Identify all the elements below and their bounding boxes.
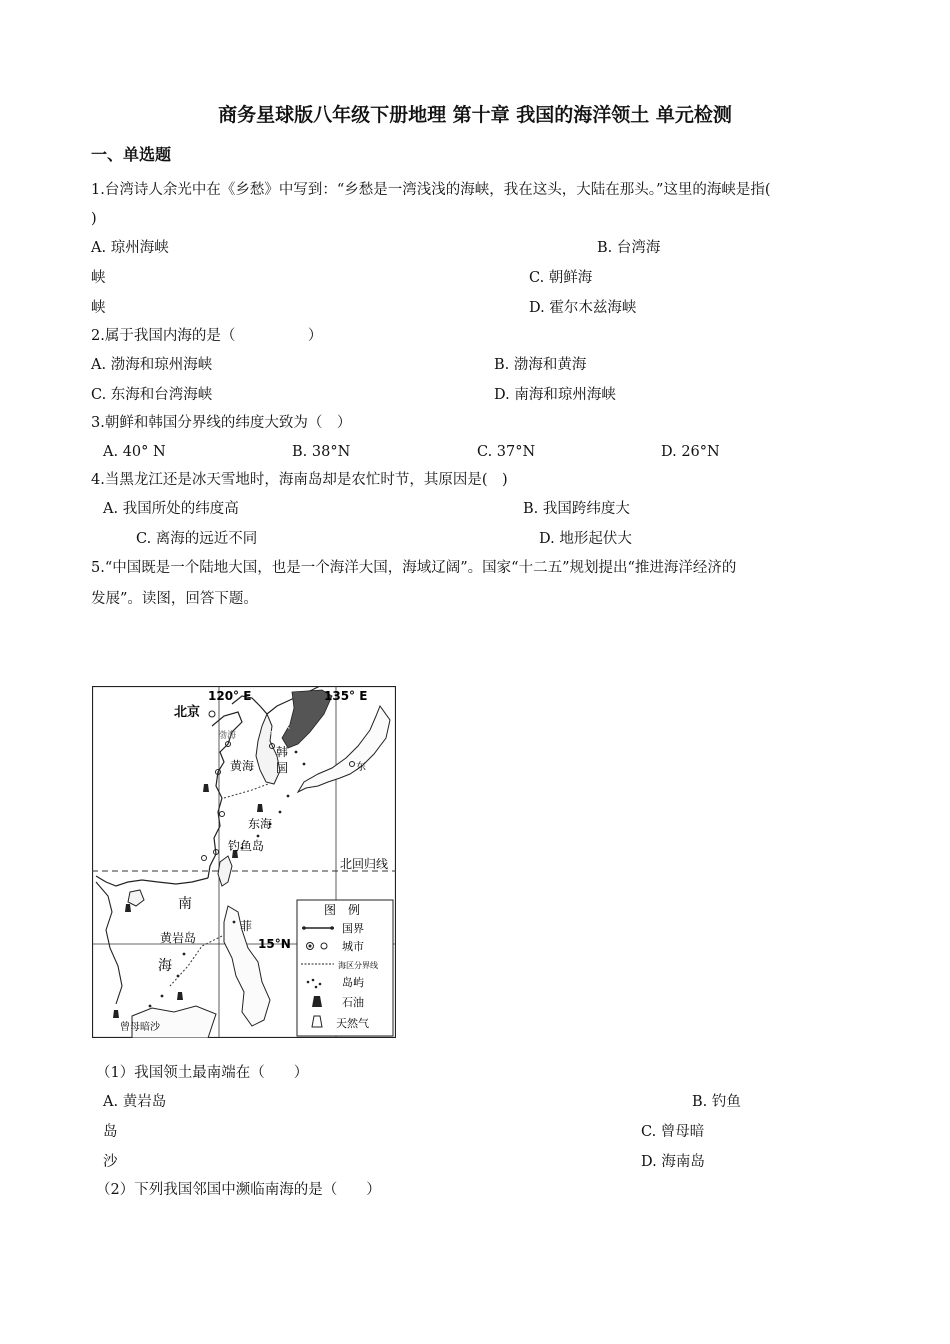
label-tropic: 北回归线 xyxy=(340,857,389,871)
option-d[interactable]: D. 26°N xyxy=(661,444,720,460)
legend-border: 国界 xyxy=(342,922,364,935)
option-b[interactable]: B. 渤海和黄海 xyxy=(494,357,587,373)
legend-islands: 岛屿 xyxy=(342,976,364,989)
label-fei: 菲 xyxy=(240,919,253,933)
question-stem: 2.属于我国内海的是（ ） xyxy=(91,328,323,344)
legend-sea-boundary: 海区分界线 xyxy=(338,961,378,970)
label-donghai: 东海 xyxy=(248,817,273,831)
label-hai: 海 xyxy=(158,958,172,974)
label-nan: 南 xyxy=(178,896,192,912)
option-b-cont: 峡 xyxy=(91,270,106,286)
label-zengmu: 曾母暗沙 xyxy=(120,1022,160,1033)
label-japan: 东 xyxy=(356,762,366,773)
legend-title: 图 例 xyxy=(324,903,361,917)
option-a[interactable]: A. 40° N xyxy=(103,444,166,460)
label-guo: 国 xyxy=(276,761,289,775)
option-c[interactable]: C. 37°N xyxy=(477,444,536,460)
option-b[interactable]: B. 台湾海 xyxy=(597,240,661,256)
option-b-cont: 岛 xyxy=(103,1124,118,1140)
label-bohai: 渤海 xyxy=(218,731,237,741)
question-stem: 4.当黑龙江还是冰天雪地时，海南岛却是农忙时节，其原因是( ) xyxy=(91,472,508,488)
question-stem: 5.“中国既是一个陆地大国，也是一个海洋大国，海域辽阔”。国家“十二五”规划提出“推进海洋经济的 xyxy=(91,560,737,576)
label-han: 韩 xyxy=(276,745,289,759)
label-lon-120: 120° E xyxy=(208,689,252,703)
option-c[interactable]: C. 朝鲜海 xyxy=(529,270,593,286)
legend-oil: 石油 xyxy=(342,996,364,1009)
legend-city: 城市 xyxy=(342,940,364,953)
option-c-cont: 峡 xyxy=(91,300,106,316)
label-huanghai: 黄海 xyxy=(230,759,255,773)
page-title: 商务星球版八年级下册地理 第十章 我国的海洋领土 单元检测 xyxy=(218,104,732,126)
question-stem: 1.台湾诗人余光中在《乡愁》中写到：“乡愁是一湾浅浅的海峡，我在这头，大陆在那头。”这里的海峡是指( xyxy=(91,182,771,198)
label-lon-135: 135° E xyxy=(324,689,368,703)
question-stem: 3.朝鲜和韩国分界线的纬度大致为（ ） xyxy=(91,415,352,431)
option-b[interactable]: B. 我国跨纬度大 xyxy=(523,501,630,517)
label-lat-15: 15°N xyxy=(258,937,291,951)
option-d[interactable]: D. 南海和琼州海峡 xyxy=(494,387,616,403)
map-legend xyxy=(297,900,393,1036)
section-heading: 一、单选题 xyxy=(91,145,172,164)
option-c-cont: 沙 xyxy=(103,1154,118,1170)
question-stem: （1）我国领土最南端在（ ） xyxy=(96,1065,309,1081)
sea-map xyxy=(92,686,396,1038)
question-stem-cont: 发展”。读图，回答下题。 xyxy=(91,591,258,607)
sub-question-2-stem: （2）下列我国邻国中濒临南海的是（ ） xyxy=(96,1182,381,1198)
option-d[interactable]: D. 霍尔木兹海峡 xyxy=(529,300,637,316)
legend-gas: 天然气 xyxy=(336,1017,369,1030)
option-c[interactable]: C. 曾母暗 xyxy=(641,1124,705,1140)
option-c[interactable]: C. 离海的远近不同 xyxy=(136,531,258,547)
option-d[interactable]: D. 海南岛 xyxy=(641,1154,705,1170)
option-c[interactable]: C. 东海和台湾海峡 xyxy=(91,387,213,403)
label-beijing: 北京 xyxy=(174,705,201,720)
option-a[interactable]: A. 我国所处的纬度高 xyxy=(103,501,239,517)
option-b[interactable]: B. 38°N xyxy=(292,444,351,460)
option-d[interactable]: D. 地形起伏大 xyxy=(539,531,632,547)
option-a[interactable]: A. 黄岩岛 xyxy=(103,1094,167,1110)
label-diaoyudao: 钓鱼岛 xyxy=(228,839,265,853)
label-chaoxian: 朝鲜 xyxy=(268,718,294,743)
option-a[interactable]: A. 琼州海峡 xyxy=(91,240,169,256)
option-a[interactable]: A. 渤海和琼州海峡 xyxy=(91,357,213,373)
option-b[interactable]: B. 钓鱼 xyxy=(692,1094,741,1110)
label-huangyandao: 黄岩岛 xyxy=(160,931,197,945)
question-stem-cont: ) xyxy=(91,211,97,227)
